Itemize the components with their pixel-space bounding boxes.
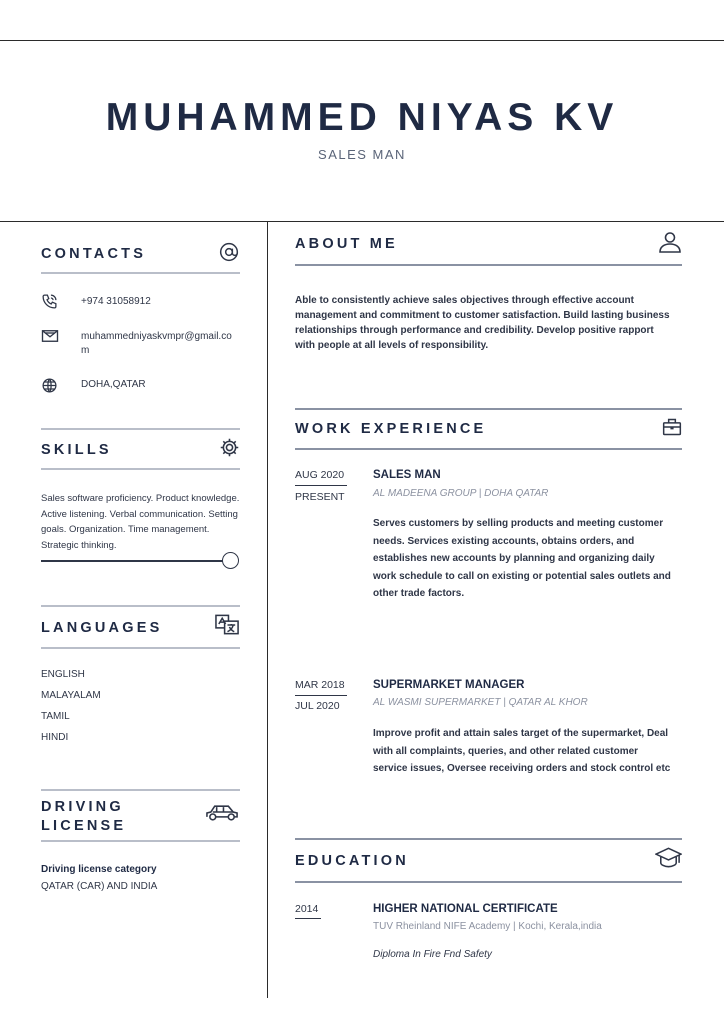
languages-underline bbox=[41, 647, 240, 649]
education-institution: TUV Rheinland NIFE Academy | Kochi, Kerala,india bbox=[373, 921, 602, 932]
car-icon bbox=[205, 803, 240, 823]
language-item: ENGLISH bbox=[41, 669, 85, 680]
date-separator bbox=[295, 918, 321, 919]
top-divider bbox=[0, 40, 724, 41]
at-sign-icon bbox=[219, 242, 239, 262]
column-divider bbox=[267, 222, 268, 998]
skill-level-knob[interactable] bbox=[222, 552, 239, 569]
graduation-cap-icon bbox=[655, 846, 682, 870]
date-separator bbox=[295, 485, 347, 486]
language-item: TAMIL bbox=[41, 711, 70, 722]
job-start-date: MAR 2018 bbox=[295, 679, 345, 691]
candidate-name: MUHAMMED NIYAS KV bbox=[105, 96, 619, 139]
about-title: ABOUT ME bbox=[295, 236, 398, 252]
skills-title: SKILLS bbox=[41, 442, 112, 458]
driving-title-line2: LICENSE bbox=[41, 818, 127, 834]
contacts-title: CONTACTS bbox=[41, 246, 147, 262]
header-divider bbox=[0, 221, 724, 222]
skill-level-track bbox=[41, 560, 223, 562]
job-description: Serves customers by selling products and meeting customer needs. Services existing accounts, obtains orders, and establishes new accounts by planning and organizing daily work schedule to call on existing or potential sales outlets and other trade factors. bbox=[373, 518, 671, 599]
work-overline bbox=[295, 408, 682, 410]
location: DOHA,QATAR bbox=[81, 379, 146, 390]
languages-overline bbox=[41, 605, 240, 607]
job-title: SALES MAN bbox=[373, 469, 441, 481]
globe-icon bbox=[41, 377, 58, 394]
envelope-icon bbox=[41, 328, 59, 344]
job-end-date: JUL 2020 bbox=[295, 700, 340, 712]
user-icon bbox=[658, 230, 682, 254]
job-title: SUPERMARKET MANAGER bbox=[373, 679, 525, 691]
languages-title: LANGUAGES bbox=[41, 620, 163, 636]
phone-icon bbox=[41, 293, 58, 310]
education-detail: Diploma In Fire Fnd Safety bbox=[373, 949, 492, 960]
about-underline bbox=[295, 264, 682, 266]
work-underline bbox=[295, 448, 682, 450]
language-item: MALAYALAM bbox=[41, 690, 101, 701]
education-underline bbox=[295, 881, 682, 883]
about-text: Able to consistently achieve sales objectives through effective account management and commitment to customer satisfaction. Build lasting business relationships through performance and credibility. Develop positive rapport with people at all levels of responsibility. bbox=[295, 295, 670, 351]
job-start-date: AUG 2020 bbox=[295, 469, 345, 481]
job-description: Improve profit and attain sales target of the supermarket, Deal with all complaints, queries, and other related customer service issues, Oversee receiving orders and stock control etc bbox=[373, 728, 671, 774]
education-title-text: HIGHER NATIONAL CERTIFICATE bbox=[373, 903, 558, 915]
skills-text: Sales software proficiency. Product knowledge. Active listening. Verbal communication. Setting goals. Organization. Time management. Strategic thinking. bbox=[41, 493, 240, 551]
job-organization: AL MADEENA GROUP | DOHA QATAR bbox=[373, 488, 549, 499]
skills-underline bbox=[41, 468, 240, 470]
gear-icon bbox=[219, 437, 240, 458]
driving-label: Driving license category bbox=[41, 864, 157, 875]
language-item: HINDI bbox=[41, 732, 69, 743]
driving-overline bbox=[41, 789, 240, 791]
driving-underline bbox=[41, 840, 240, 842]
work-title: WORK EXPERIENCE bbox=[295, 421, 487, 437]
skills-overline bbox=[41, 428, 240, 430]
translate-icon bbox=[215, 614, 240, 636]
driving-title-line1: DRIVING bbox=[41, 799, 124, 815]
date-separator bbox=[295, 695, 347, 696]
candidate-role: SALES MAN bbox=[318, 147, 406, 162]
email-address[interactable]: muhammedniyaskvmpr@gmail.com bbox=[81, 331, 232, 356]
contacts-underline bbox=[41, 272, 240, 274]
job-end-date: PRESENT bbox=[295, 491, 345, 503]
education-overline bbox=[295, 838, 682, 840]
driving-value: QATAR (CAR) AND INDIA bbox=[41, 881, 158, 892]
job-organization: AL WASMI SUPERMARKET | QATAR AL KHOR bbox=[373, 697, 588, 708]
phone-number[interactable]: +974 31058912 bbox=[81, 296, 151, 307]
briefcase-icon bbox=[662, 417, 682, 437]
education-year: 2014 bbox=[295, 903, 319, 915]
education-title: EDUCATION bbox=[295, 853, 409, 869]
